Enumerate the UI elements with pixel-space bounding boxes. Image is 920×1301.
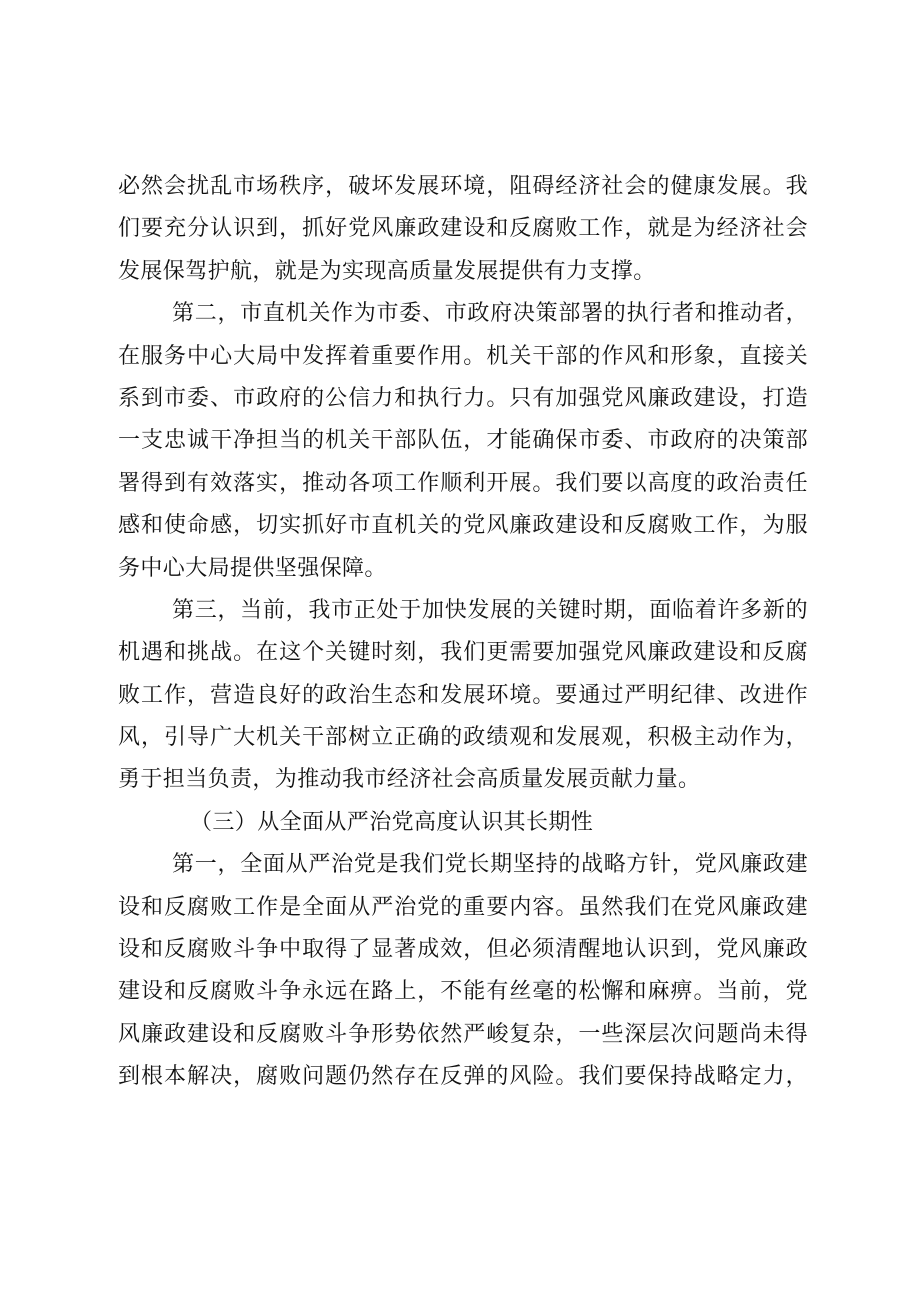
paragraph-continuation: [118, 166, 808, 293]
paragraph-second: [118, 293, 808, 590]
text-line: 第一，全面从严治党是我们党长期坚持的战略方针，党风廉政建: [172, 852, 808, 878]
paragraph-first: [118, 844, 808, 1098]
section-heading: [118, 802, 808, 844]
text-line: 务中心大局提供坚强保障。: [118, 555, 387, 581]
text-line: 建设和反腐败斗争永远在路上，不能有丝毫的松懈和麻痹。当前，党: [118, 979, 808, 1005]
text-line: 一支忠诚干净担当的机关干部队伍，才能确保市委、市政府的决策部: [118, 428, 808, 454]
text-line: 机遇和挑战。在这个关键时刻，我们更需要加强党风廉政建设和反腐: [118, 640, 808, 666]
text-line: 第二，市直机关作为市委、市政府决策部署的执行者和推动者，: [172, 301, 808, 327]
text-line: 们要充分认识到，抓好党风廉政建设和反腐败工作，就是为经济社会: [118, 216, 808, 242]
text-line: 风廉政建设和反腐败斗争形势依然严峻复杂，一些深层次问题尚未得: [118, 1021, 808, 1047]
text-line: 系到市委、市政府的公信力和执行力。只有加强党风廉政建设，打造: [118, 385, 808, 411]
text-line: 感和使命感，切实抓好市直机关的党风廉政建设和反腐败工作，为服: [118, 513, 808, 539]
text-line: 第三，当前，我市正处于加快发展的关键时期，面临着许多新的: [172, 597, 808, 623]
text-line: 署得到有效落实，推动各项工作顺利开展。我们要以高度的政治责任: [118, 470, 808, 496]
text-line: 设和反腐败工作是全面从严治党的重要内容。虽然我们在党风廉政建: [118, 894, 808, 920]
text-line: 设和反腐败斗争中取得了显著成效，但必须清醒地认识到，党风廉政: [118, 937, 808, 963]
text-line: 在服务中心大局中发挥着重要作用。机关干部的作风和形象，直接关: [118, 343, 808, 369]
paragraph-third: [118, 590, 808, 802]
text-line: 败工作，营造良好的政治生态和发展环境。要通过严明纪律、改进作: [118, 682, 808, 708]
text-line: 必然会扰乱市场秩序，破坏发展环境，阻碍经济社会的健康发展。我: [118, 174, 808, 199]
document-body: [118, 166, 808, 1099]
text-line: 到根本解决，腐败问题仍然存在反弹的风险。我们要保持战略定力，: [118, 1064, 808, 1090]
text-line: 勇于担当负责，为推动我市经济社会高质量发展贡献力量。: [118, 767, 701, 793]
heading-text: （三）从全面从严治党高度认识其长期性: [190, 809, 594, 835]
text-line: 风，引导广大机关干部树立正确的政绩观和发展观，积极主动作为，: [118, 725, 808, 751]
text-line: 发展保驾护航，就是为实现高质量发展提供有力支撑。: [118, 258, 656, 284]
